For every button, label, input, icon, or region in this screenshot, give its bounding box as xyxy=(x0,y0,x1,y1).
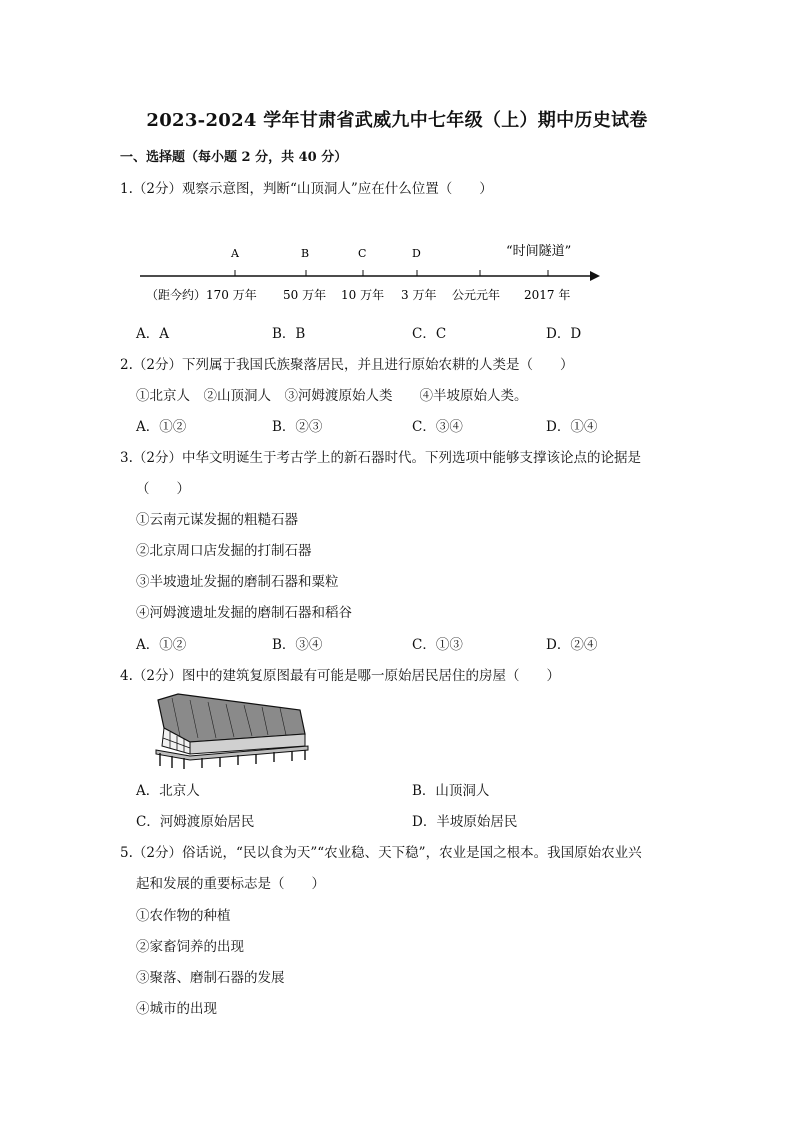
label-2017: 2017 年 xyxy=(524,288,571,302)
q3-statement-4: ④河姆渡遗址发掘的磨制石器和稻谷 xyxy=(136,605,352,621)
q1-option-c[interactable]: C．C xyxy=(412,326,447,342)
q1-option-b[interactable]: B．B xyxy=(272,326,306,342)
question-3-stem-cont: （ ） xyxy=(136,481,190,497)
q4-option-a[interactable]: A．北京人 xyxy=(136,783,200,799)
q3-option-d[interactable]: D．②④ xyxy=(546,637,598,653)
question-5-stem-cont: 起和发展的重要标志是（ ） xyxy=(136,876,325,892)
q5-statement-4: ④城市的出现 xyxy=(136,1001,217,1017)
label-year-1: 公元元年 xyxy=(452,288,501,302)
q2-option-b[interactable]: B．②③ xyxy=(272,419,323,435)
q3-statement-3: ③半坡遗址发掘的磨制石器和粟粒 xyxy=(136,574,339,590)
question-2-stem: 2.（2分）下列属于我国氏族聚落居民，并且进行原始农耕的人类是（ ） xyxy=(120,357,574,373)
label-170: （距今约）170 万年 xyxy=(146,288,257,302)
q1-option-a[interactable]: A．A xyxy=(136,326,169,342)
timeline-diagram xyxy=(130,238,610,310)
q3-statement-2: ②北京周口店发掘的打制石器 xyxy=(136,543,312,559)
q5-statement-1: ①农作物的种植 xyxy=(136,908,231,924)
marker-b: B xyxy=(301,247,310,260)
q5-statement-2: ②家畜饲养的出现 xyxy=(136,939,244,955)
marker-a: A xyxy=(231,247,239,260)
question-1-stem: 1.（2分）观察示意图，判断“山顶洞人”应在什么位置（ ） xyxy=(120,181,493,197)
question-3-stem: 3.（2分）中华文明诞生于考古学上的新石器时代。下列选项中能够支撑该论点的论据是 xyxy=(120,450,641,466)
page-title: 2023-2024 学年甘肃省武威九中七年级（上）期中历史试卷 xyxy=(146,110,648,131)
time-tunnel-label: “时间隧道” xyxy=(506,244,572,259)
q3-option-c[interactable]: C．①③ xyxy=(412,637,463,653)
question-4-stem: 4.（2分）图中的建筑复原图最有可能是哪一原始居民居住的房屋（ ） xyxy=(120,668,560,684)
timeline-arrow-icon xyxy=(590,271,600,281)
q4-option-c[interactable]: C．河姆渡原始居民 xyxy=(136,814,255,830)
q2-option-a[interactable]: A．①② xyxy=(136,419,187,435)
question-5-stem: 5.（2分）俗话说，“民以食为天”“农业稳、天下稳”，农业是国之根本。我国原始农业兴 xyxy=(120,845,642,861)
q3-option-a[interactable]: A．①② xyxy=(136,637,187,653)
marker-d: D xyxy=(412,247,421,260)
q3-option-b[interactable]: B．③④ xyxy=(272,637,323,653)
q3-statement-1: ①云南元谋发掘的粗糙石器 xyxy=(136,512,298,528)
q2-option-c[interactable]: C．③④ xyxy=(412,419,463,435)
label-10: 10 万年 xyxy=(341,288,385,302)
q2-option-d[interactable]: D．①④ xyxy=(546,419,598,435)
q5-statement-3: ③聚落、磨制石器的发展 xyxy=(136,970,285,986)
q2-statements: ①北京人 ②山顶洞人 ③河姆渡原始人类 ④半坡原始人类。 xyxy=(136,388,528,404)
marker-c: C xyxy=(358,247,367,260)
label-3: 3 万年 xyxy=(401,288,437,302)
q4-option-b[interactable]: B．山顶洞人 xyxy=(412,783,490,799)
q1-option-d[interactable]: D．D xyxy=(546,326,582,342)
q4-option-d[interactable]: D．半坡原始居民 xyxy=(412,814,518,830)
stilt-house-illustration xyxy=(150,690,310,770)
section-heading: 一、选择题（每小题 2 分，共 40 分） xyxy=(120,150,348,165)
label-50: 50 万年 xyxy=(283,288,327,302)
